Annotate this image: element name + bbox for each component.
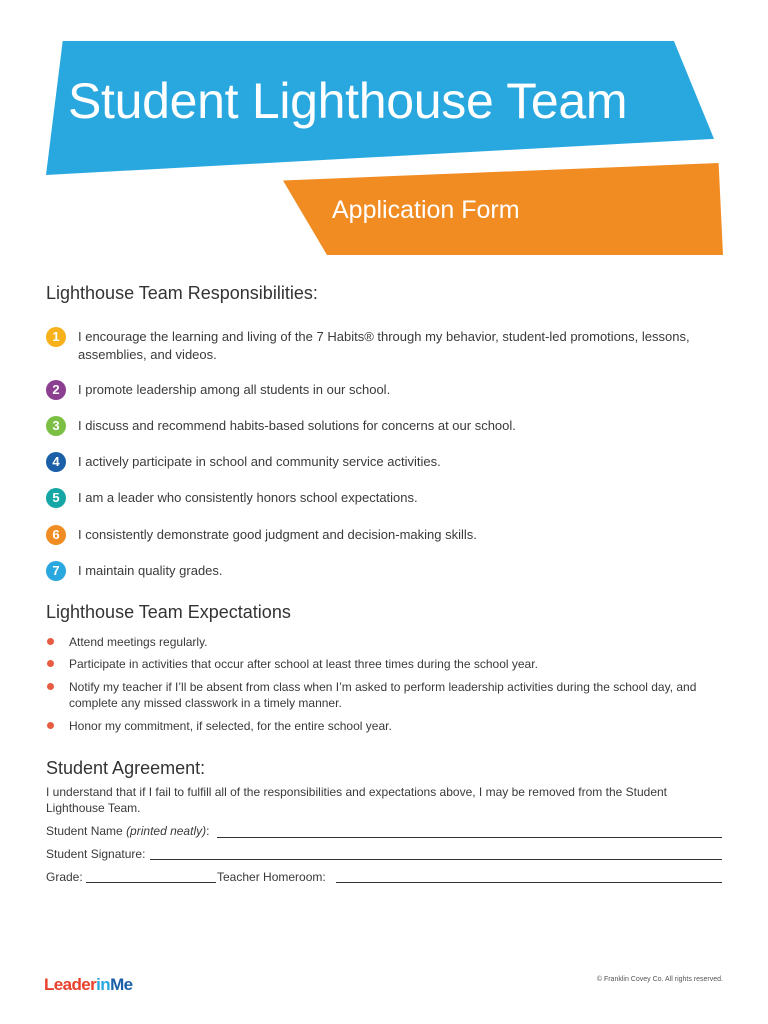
number-badge-icon: 3 [46, 416, 66, 436]
grade-label: Grade: [46, 870, 83, 884]
responsibility-text: I discuss and recommend habits-based solutions for concerns at our school. [78, 418, 516, 433]
leader-in-me-logo: LeaderinMe [44, 975, 133, 994]
responsibility-text: I maintain quality grades. [78, 563, 223, 578]
number-badge-icon: 1 [46, 327, 66, 347]
student-name-note: (printed neatly) [126, 824, 207, 838]
number-badge-icon: 2 [46, 380, 66, 400]
signature-field[interactable] [150, 859, 722, 860]
agreement-heading: Student Agreement: [46, 758, 206, 778]
responsibility-text: I encourage the learning and living of the 7 Habits® through my behavior, student-led promotions, lessons, assemblies, and videos. [78, 329, 690, 362]
bullet-icon [47, 683, 54, 690]
responsibility-text: I consistently demonstrate good judgment and decision-making skills. [78, 527, 477, 542]
homeroom-label: Teacher Homeroom: [217, 870, 326, 884]
agreement-text: I understand that if I fail to fulfill all of the responsibilities and expectations above, I may be removed from the Student Lighthouse Team. [46, 785, 668, 815]
signature-label: Student Signature: [46, 847, 146, 861]
number-badge-icon: 5 [46, 488, 66, 508]
responsibility-text: I promote leadership among all students in our school. [78, 382, 391, 397]
expectation-text: Attend meetings regularly. [69, 635, 208, 649]
student-name-field[interactable] [217, 837, 722, 838]
expectation-text: Honor my commitment, if selected, for the entire school year. [69, 719, 392, 733]
expectation-text: Notify my teacher if I’ll be absent from class when I’m asked to perform leadership activities during the school day, and complete any missed classwork in a timely manner. [69, 680, 697, 710]
responsibility-text: I am a leader who consistently honors school expectations. [78, 490, 418, 505]
expectations-heading: Lighthouse Team Expectations [46, 602, 291, 622]
number-badge-icon: 6 [46, 525, 66, 545]
page-title: Student Lighthouse Team [68, 73, 628, 129]
grade-field[interactable] [86, 882, 216, 883]
page-subtitle: Application Form [332, 196, 520, 224]
responsibility-text: I actively participate in school and community service activities. [78, 454, 441, 469]
responsibilities-heading: Lighthouse Team Responsibilities: [46, 283, 318, 303]
student-name-label: Student Name (printed neatly): [46, 824, 210, 838]
bullet-icon [47, 638, 54, 645]
number-badge-icon: 4 [46, 452, 66, 472]
homeroom-field[interactable] [336, 882, 722, 883]
bullet-icon [47, 722, 54, 729]
copyright-text: © Franklin Covey Co. All rights reserved. [596, 976, 723, 983]
number-badge-icon: 7 [46, 561, 66, 581]
bullet-icon [47, 660, 54, 667]
expectation-text: Participate in activities that occur after school at least three times during the school year. [69, 657, 538, 671]
